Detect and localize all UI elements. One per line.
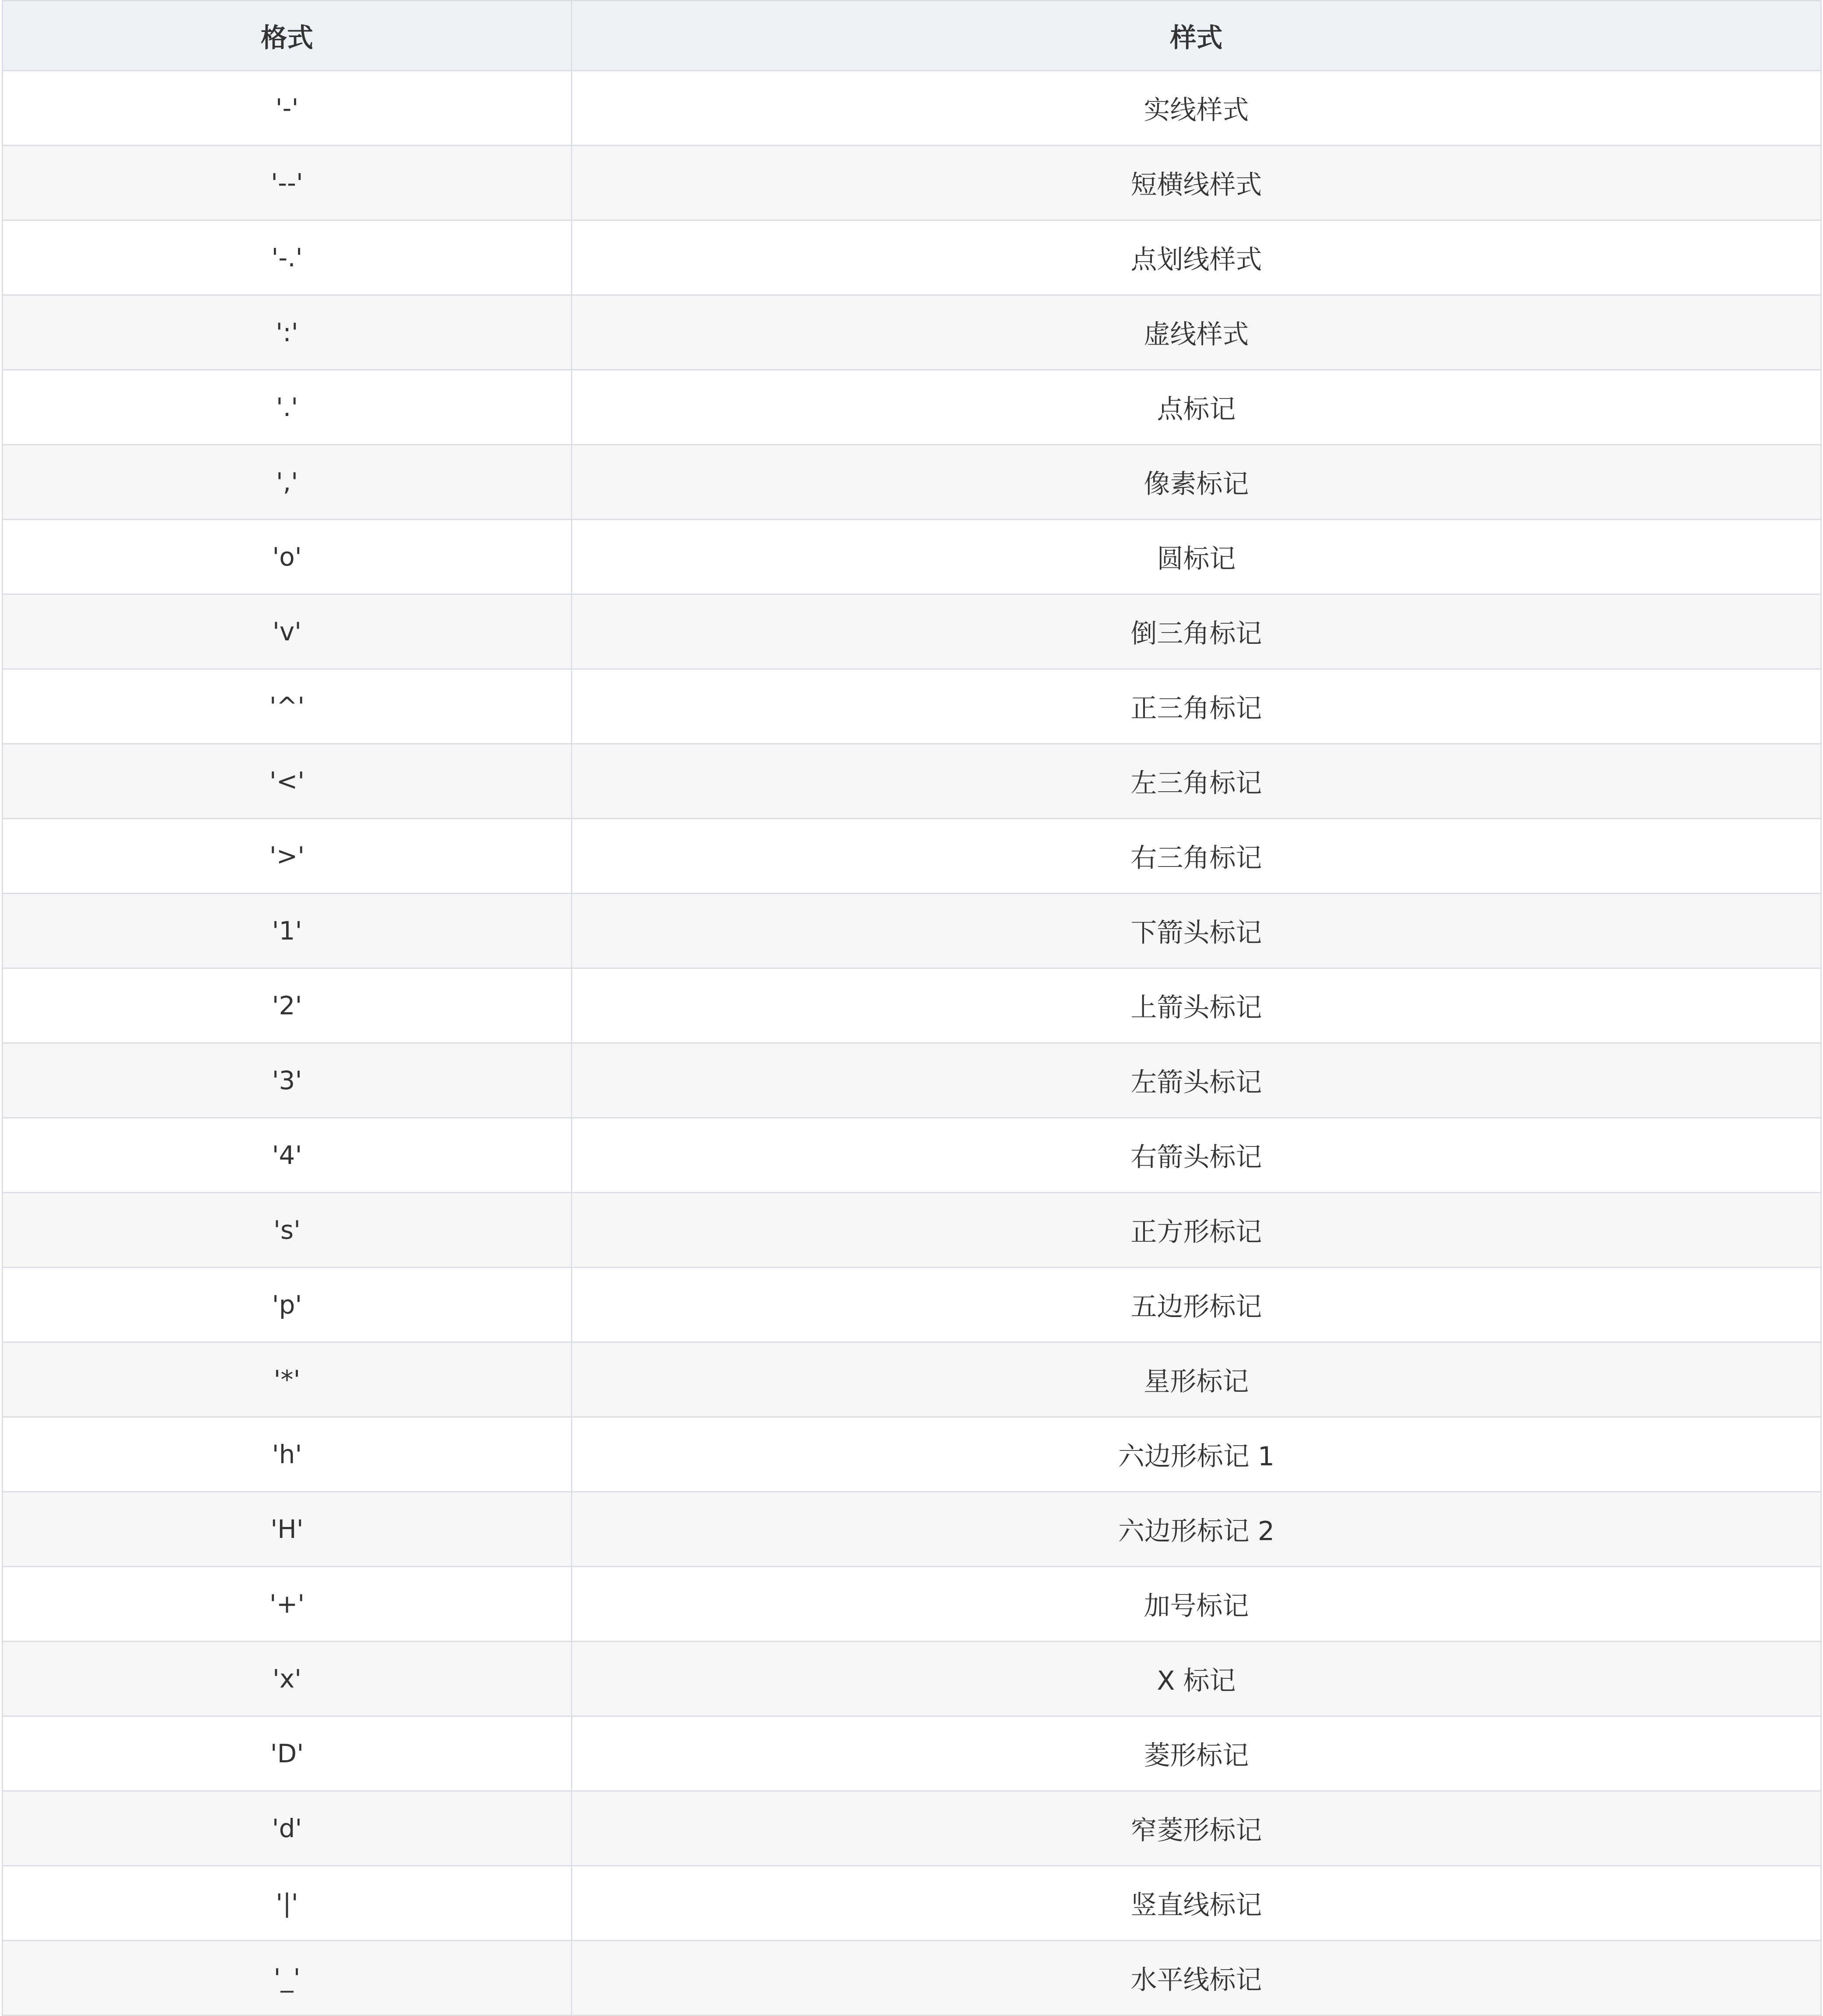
format-code-cell: 'D' — [3, 1716, 572, 1791]
style-description-cell: 右箭头标记 — [572, 1118, 1821, 1193]
format-code-cell: '--' — [3, 146, 572, 220]
format-code-cell: 'd' — [3, 1791, 572, 1866]
style-description-cell: 上箭头标记 — [572, 968, 1821, 1043]
style-description-cell: 倒三角标记 — [572, 594, 1821, 669]
format-code-cell: '<' — [3, 744, 572, 819]
format-code-cell: '|' — [3, 1866, 572, 1941]
table-row — [3, 1043, 1821, 1118]
style-description-cell: 正三角标记 — [572, 669, 1821, 744]
style-description-cell: 左箭头标记 — [572, 1043, 1821, 1118]
table-row — [3, 71, 1821, 146]
style-description-cell: 左三角标记 — [572, 744, 1821, 819]
table-row — [3, 370, 1821, 445]
format-code-cell: 'o' — [3, 520, 572, 594]
table-row — [3, 1941, 1821, 2016]
format-code-cell: 's' — [3, 1193, 572, 1268]
style-description-cell: 六边形标记 2 — [572, 1492, 1821, 1567]
table-row — [3, 146, 1821, 220]
table-row — [3, 968, 1821, 1043]
table-row — [3, 1642, 1821, 1716]
style-description-cell: 五边形标记 — [572, 1268, 1821, 1342]
style-description-cell: 下箭头标记 — [572, 894, 1821, 968]
style-description-cell: 六边形标记 1 — [572, 1417, 1821, 1492]
style-description-cell: 正方形标记 — [572, 1193, 1821, 1268]
table-row — [3, 594, 1821, 669]
table-row — [3, 894, 1821, 968]
style-description-cell: 虚线样式 — [572, 295, 1821, 370]
format-code-cell: '1' — [3, 894, 572, 968]
style-description-cell: 加号标记 — [572, 1567, 1821, 1642]
table-row — [3, 1193, 1821, 1268]
style-description-cell: 菱形标记 — [572, 1716, 1821, 1791]
table-row — [3, 1417, 1821, 1492]
table-row — [3, 744, 1821, 819]
style-description-cell: 右三角标记 — [572, 819, 1821, 894]
format-code-cell: '.' — [3, 370, 572, 445]
table-row — [3, 1567, 1821, 1642]
format-code-cell: 'H' — [3, 1492, 572, 1567]
table-row — [3, 669, 1821, 744]
style-description-cell: 点划线样式 — [572, 220, 1821, 295]
format-code-cell: '^' — [3, 669, 572, 744]
style-description-cell: 圆标记 — [572, 520, 1821, 594]
table-row — [3, 1716, 1821, 1791]
table-row — [3, 520, 1821, 594]
style-description-cell: 水平线标记 — [572, 1941, 1821, 2016]
format-code-cell: '2' — [3, 968, 572, 1043]
table-row — [3, 819, 1821, 894]
style-description-cell: 窄菱形标记 — [572, 1791, 1821, 1866]
table-row — [3, 1118, 1821, 1193]
format-style-table-container — [2, 0, 1820, 2014]
style-description-cell: 竖直线标记 — [572, 1866, 1821, 1941]
table-row — [3, 1268, 1821, 1342]
table-row — [3, 1492, 1821, 1567]
format-code-cell: '>' — [3, 819, 572, 894]
header-style: 样式 — [572, 1, 1821, 71]
format-code-cell: '*' — [3, 1342, 572, 1417]
format-code-cell: '3' — [3, 1043, 572, 1118]
table-header — [3, 1, 1821, 71]
header-row — [3, 1, 1821, 71]
format-code-cell: 'v' — [3, 594, 572, 669]
format-code-cell: 'p' — [3, 1268, 572, 1342]
style-description-cell: 实线样式 — [572, 71, 1821, 146]
format-code-cell: '4' — [3, 1118, 572, 1193]
table-row — [3, 445, 1821, 520]
style-description-cell: 点标记 — [572, 370, 1821, 445]
format-code-cell: 'x' — [3, 1642, 572, 1716]
table-row — [3, 295, 1821, 370]
style-description-cell: X 标记 — [572, 1642, 1821, 1716]
table-row — [3, 1791, 1821, 1866]
table-body — [3, 71, 1821, 2016]
table-row — [3, 1866, 1821, 1941]
format-style-table — [2, 0, 1822, 2016]
format-code-cell: 'h' — [3, 1417, 572, 1492]
header-format: 格式 — [3, 1, 572, 71]
table-row — [3, 1342, 1821, 1417]
style-description-cell: 星形标记 — [572, 1342, 1821, 1417]
format-code-cell: '_' — [3, 1941, 572, 2016]
format-code-cell: ',' — [3, 445, 572, 520]
format-code-cell: '-.' — [3, 220, 572, 295]
style-description-cell: 像素标记 — [572, 445, 1821, 520]
format-code-cell: ':' — [3, 295, 572, 370]
format-code-cell: '-' — [3, 71, 572, 146]
table-row — [3, 220, 1821, 295]
format-code-cell: '+' — [3, 1567, 572, 1642]
style-description-cell: 短横线样式 — [572, 146, 1821, 220]
